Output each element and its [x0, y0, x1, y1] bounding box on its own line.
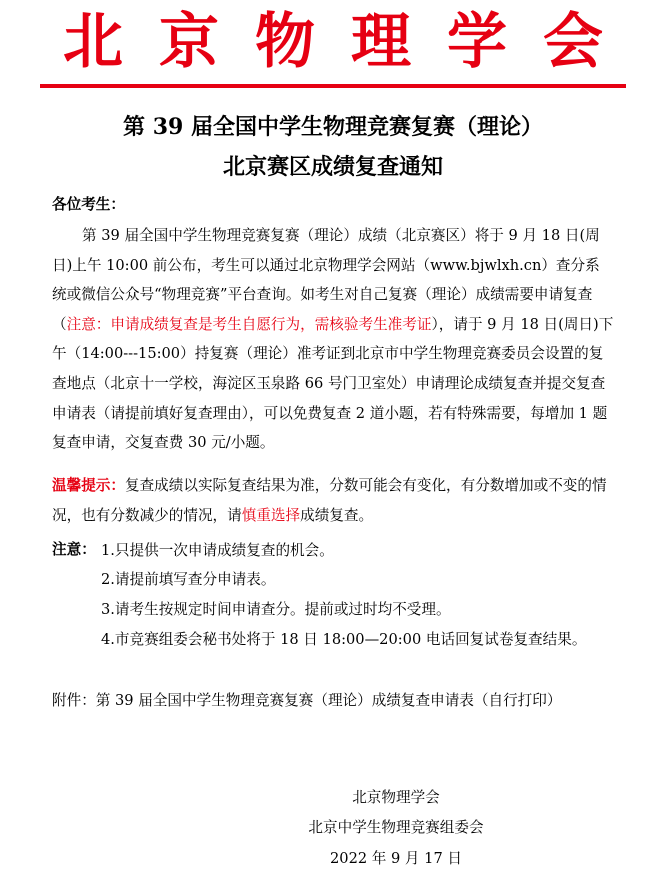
- reminder-paragraph: [52, 471, 614, 530]
- body-text-part2: ），请于 9 月 18 日(周日)下午（14:00---15:00）持复赛（理论）准考证到北京市中学生物理竞赛委员会设置的复查地点（北京十一学校，海淀区玉泉路 66 号门卫室处）申请理论成绩复查并提交复查申请表（请提前填好复查理由），可以免费复查 2 道小题，若有特殊需要，每增加 1 题复查申请，交复查费 30 元/小题。: [52, 315, 614, 452]
- note-item-2: 2.请提前填写查分申请表。: [101, 571, 276, 588]
- note-item-4: 4.市竞赛组委会秘书处将于 18 日 18:00—20:00 电话回复试卷复查结果。: [101, 631, 587, 648]
- notes-label: 注意：: [52, 541, 96, 558]
- reminder-label: 温馨提示：: [52, 477, 125, 494]
- notice-title-line2: 北京赛区成绩复查通知: [222, 154, 443, 180]
- note-item-3: 3.请考生按规定时间申请查分。提前或过时均不受理。: [101, 601, 451, 618]
- reminder-text-part2: 成绩复查。: [300, 506, 374, 524]
- note-item-1: 1.只提供一次申请成绩复查的机会。: [101, 542, 334, 559]
- body-red-note: 注意：申请成绩复查是考生自愿行为，需核验考生准考证: [66, 315, 432, 333]
- signature-date: 2022 年 9 月 17 日: [330, 850, 462, 867]
- attachment-line: 附件：第 39 届全国中学生物理竞赛复赛（理论）成绩复查申请表（自行打印）: [52, 692, 562, 709]
- letterhead-divider: [40, 84, 626, 88]
- salutation: 各位考生：: [52, 196, 125, 213]
- reminder-text-part1: 复查成绩以实际复查结果为准，分数可能会有变化，有分数增加或不变的情况，也有分数减少的情况，请: [52, 477, 607, 524]
- body-paragraph: [52, 221, 614, 458]
- signature-org-2: 北京中学生物理竞赛组委会: [308, 819, 484, 836]
- letterhead: [0, 0, 666, 95]
- notice-title-line1: 第 39 届全国中学生物理竞赛复赛（理论）: [123, 114, 543, 140]
- letterhead-title: 北京物理学会: [63, 7, 639, 77]
- body-text-part1: 第 39 届全国中学生物理竞赛复赛（理论）成绩（北京赛区）将于 9 月 18 日(周日)上午 10:00 前公布，考生可以通过北京物理学会网站（www.bjwlxh.cn）查分系统或微信公众号“物理竞赛”平台查询。如考生对自己复赛（理论）成绩需要申请复查（: [52, 227, 600, 333]
- reminder-red-text: 慎重选择: [241, 506, 301, 524]
- signature-org-1: 北京物理学会: [352, 789, 440, 806]
